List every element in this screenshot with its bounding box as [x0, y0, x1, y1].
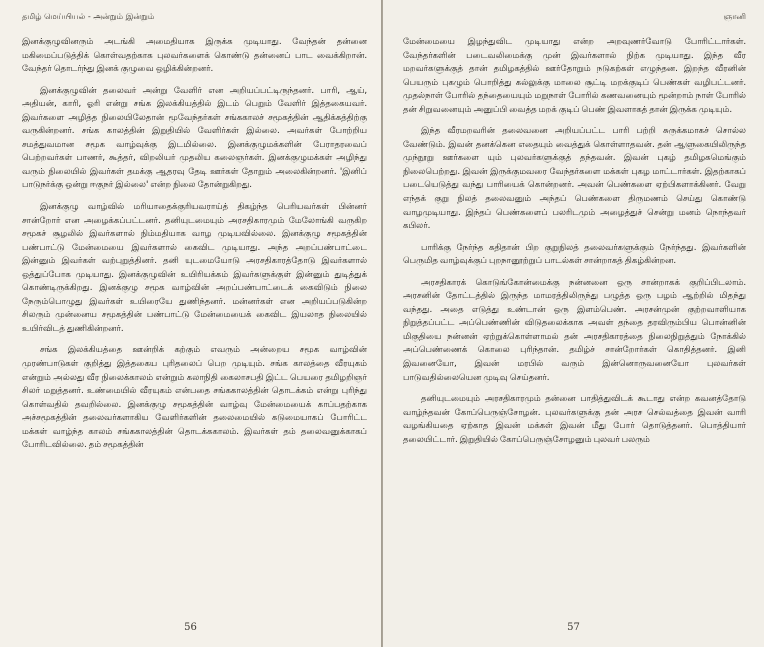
running-head: ஞானி	[723, 12, 746, 21]
paragraph: அரசதிகாரக் கொடுங்கோன்மைக்கு நன்னனை ஒரு சான்றாகக் குறிப்பிடலாம். அரசனின் தோட்டத்தில் இருந்த மாமரத்திலிருந்து பழுத்த ஒரு பழம் ஆற்றில் மிதந்து வந்தது. அதை எடுத்து உண்டான் ஒரு இளம்பெண். அரசன்முன் குற்றவாளியாக நிறுத்தப்பட்ட அப்பெண்ணின் விடுதலைக்காக அவள் தந்தை தரவிரும்பிய பொன்னின் மிகுதியை நன்னன் ஏற்றுக்கொள்ளாமல் தன் அரசதிகாரத்தை நிலைநிறுத்தும் நோக்கில் அப்பெண்ணைக் கொலை புரிந்தான். தமிழ்ச் சான்றோர்கள் கொதித்தனர். இனி இவனையோ, இவன் மரபில் வரும் இன்னொருவனையோ புலவர்கள் பாடுவதில்லையென முடிவு செய்தனர்.	[403, 277, 746, 383]
running-head: தமிழ் மெய்யியல் - அன்றும் இன்றும்	[22, 12, 155, 21]
right-page	[383, 0, 764, 647]
paragraph: இனக்குழுவின் தலைவர் அன்று வேளிர் என அறியப்பட்டிருந்தனர். பாரி, ஆய், அதியன், காரி, ஓரி என்று சங்க இலக்கியத்தில் இடம் பெறும் வேளிர் இத்தகையவர். இவர்களை அழித்த நிலையிலேதான் மூவேந்தர்கள் சங்ககாலச் சமூகத்தின் ஆதிக்கத்திற்கு வருகின்றனர். சங்க காலத்தின் இறுதியில் வேளிர்கள் இல்லை. அவர்கள் போற்றிய சமத்துவமான சமூக வாழ்வுக்கு இடமில்லை. இனக்குழுமக்களின் பேராதரவைப் பெற்றவர்கள் பாணர், கூத்தர், விறலியர் முதலிய கலைஞர்கள். இனக்குழுமக்கள் அழிந்து வரும் நிலையில் இவர்கள் தமக்கு ஆதரவு தேடி ஊர்கள் தோறும் அலைகின்றனர். 'இனிப் பாடுநர்க்கு ஒன்று ஈகுநர் இல்லை' என்ற நிலை தோன்றுகிறது.	[22, 85, 367, 191]
page-number: 57	[567, 622, 580, 633]
paragraph: இனக்குழு வாழ்வில் மரியாதைக்குரியவராய்த் திகழ்ந்த பெரியவர்கள் பின்னர் சான்றோர் என அழைக்கப்பட்டனர். தனியுடமையும் அரசதிகாரமும் மேலோங்கி வருகிற சமூகச் சூழலில் இவர்களால் நிம்மதியாக வாழ முடியவில்லை. இனக்குழு சமூகத்தின் பண்பாட்டு மேன்மையை இவர்களால் கைவிட முடியாது. அந்த அறப்பண்பாட்டை இன்னும் இவர்கள் வற்புறுத்தினர். தனி யுடமையோடு அரசதிகாரத்தோடு இவர்களால் ஒத்துப்போக முடியாது. இனக்குழுவின் உயிரியக்கம் இவர்களுக்குள் இன்னும் துடித்துக் கொண்டிருக்கிறது. இனக்குழு சமூக வாழ்வின் அறப்பண்பாட்டைக் கைவிடும் நிலை நேரும்பொழுது இவர்கள் உயிரையே துணிந்தனர். மன்னர்கள் என அறியப்படுகின்ற சிலரும் முன்னைய சமூகத்தின் பண்பாட்டு மேன்மையைக் கைவிட இயலாத நிலையில் உயிர்விடத் துணிகின்றனர்.	[22, 202, 367, 334]
paragraph: சங்க இலக்கியத்தை ஊன்றிக் கற்கும் எவரும் அன்றைய சமூக வாழ்வின் முரண்பாடுகள் குறித்து இத்தகைய புரிதலைப் பெற முடியும். சங்க காலத்தை வீரயுகம் என்றும் அல்லது வீர நிலைக்காலம் என்றும் கலாநிதி கைலாசபதி இட்ட பெயரை தமிழறிஞர் சிலர் மறுத்தனர். உண்மையில் வீரயுகம் என்பதை சங்ககாலத்தின் தொடக்கம் என்று புரிந்து கொள்வதில் தவறில்லை. இனக்குழு சமூகத்தின் வாழ்வு மேன்மையைக் காப்பதற்காக அச்சமூகத்தின் தலைவர்களாகிய வேளிர்களின் தலைமையில் கடுமையாகப் போரிட்ட மக்கள் வாழ்ந்த காலம் சங்ககாலத்தின் தொடக்ககாலம். இவர்கள் தம் தலைவனுக்காகப் போரிடவில்லை. தம் சமூகத்தின்	[22, 345, 367, 451]
paragraph: தனியுடமையும் அரசதிகாரமும் தன்னை பாதித்துவிடக் கூடாது என்ற கவனத்தோடு வாழ்ந்தவன் கோப்பெருஞ்சோழன். புலவர்களுக்கு தன் அரச செல்வத்தை இவன் வாரி வழங்கியதை ஏற்காத இவன் மக்கள் இவன் மீது போர் தொடுத்தனர். பொத்தியார் தலையிட்டார். இறுதியில் கோப்பெருஞ்சோழனும் புலவர் பலரும்	[403, 394, 746, 445]
page-number: 56	[184, 622, 197, 633]
paragraph: இந்த வீரமறவரின் தலைவனை அறியப்பட்ட பாரி பற்றி சுருக்கமாகச் சொல்ல வேண்டும். இவன் தனக்கென எதையும் வைத்துக் கொள்ளாதவன். தன் ஆளுகையிலிருந்த முந்நூறு ஊர்களை யும் புலவர்களுக்குத் தந்தவன். இவன் புகழ் தமிழகமெங்கும் நிலைபெற்றது. இவன் இருக்குமவரை வேந்தர்களை மக்கள் புகழ மாட்டார்கள். இதற்காகப் படையெடுத்து வந்து பாரியைக் கொன்றனர். அவன் பெண்களை ஏற்பிகளாக்கினர். வேறு எந்தக் குறு நிலத் தலைவனும் அந்தப் பெண்களை திருமணம் செய்து கொண்டு வாழமுடியாது. இந்தப் பெண்களைப் பலரிடமும் அழைத்துச் சென்று மனம் நொந்தவர் கபிலர்.	[403, 126, 746, 232]
left-page	[0, 0, 381, 647]
paragraph: பாரிக்கு நேர்ந்த கதிதான் பிற குறுநிலத் தலைவர்களுக்கும் நேர்ந்தது. இவர்களின் பெருமித வாழ்வுக்குப் புறநானூற்றுப் பாடல்கள் சான்றாகத் திகழ்கின்றன.	[403, 242, 746, 267]
paragraph: மேன்மையை இழந்துவிட முடியாது என்ற அறவுணர்வோடு போரிட்டார்கள். வேந்தர்களின் படைவலிமைக்கு முன் இவர்களால் நிற்க முடியாது. இந்த வீர மறவர்களுக்குத் தான் தமிழகத்தில் ஊர்தோறும் நடுகற்கள் எழுந்தன. இறந்த வீரனின் பெயரும் புகழும் பொறித்து கல்லுக்கு மாலை சூட்டி மறக்குடிப் பெண்கள் வழிபட்டனர். முதல்நாள் போரில் தந்தையையும் மறுநாள் போரில் கணவனையும் மூன்றாம் நாள் போரில் தன் சிறுவனையும் அனுப்பி வைத்த மறக் குடிப் பெண் இவளாகத் தான் இருக்க முடியும்.	[403, 37, 746, 115]
body-text	[22, 36, 367, 453]
body-text	[403, 36, 746, 447]
paragraph: இனக்குழுவினரும் அடங்கி அமைதியாக இருக்க முடியாது. வேந்தன் தன்னை மகிமைப்படுத்திக் கொள்வதற்காக புலவர்களைக் கொண்டு தன்னைப் பாட வைக்கிறான். வேந்தர் தொடர்ந்து இனக் குழுவை ஒழிக்கின்றனர்.	[22, 37, 367, 75]
